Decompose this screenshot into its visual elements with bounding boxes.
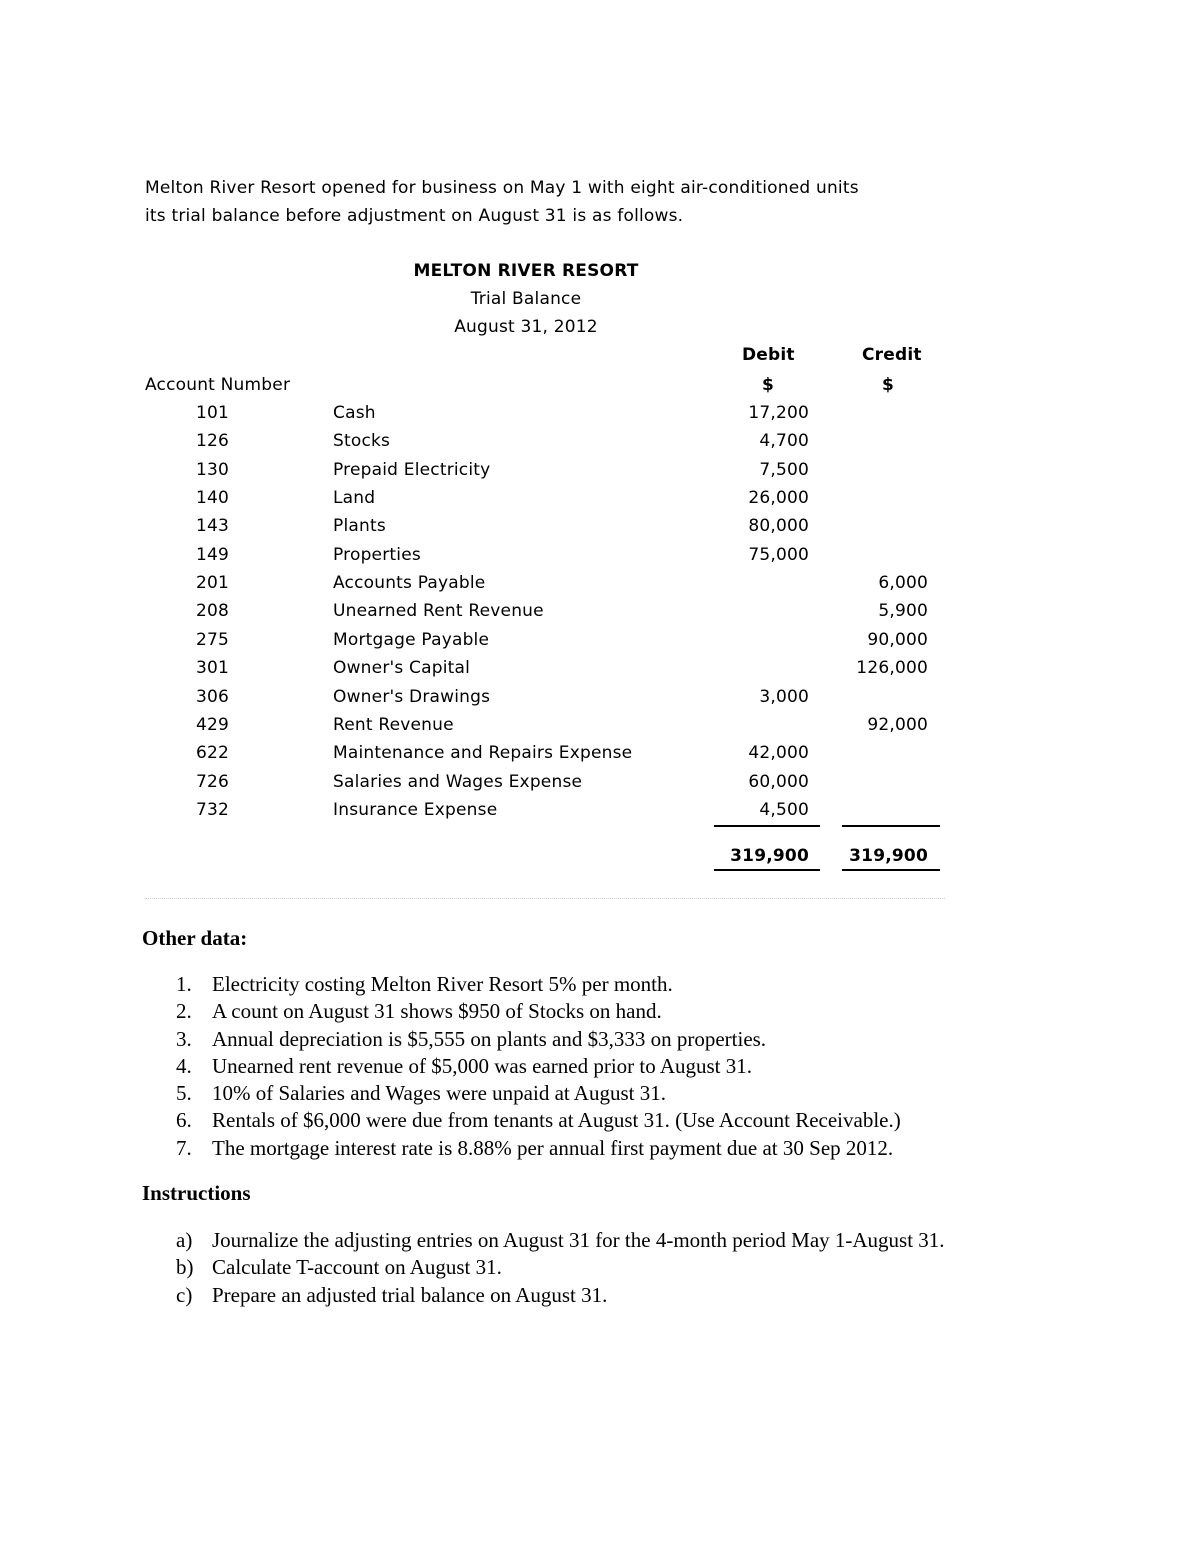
debit-column-header: Debit — [742, 345, 795, 365]
table-row — [0, 601, 1200, 629]
account-name: Mortgage Payable — [333, 629, 490, 650]
table-row — [0, 743, 1200, 771]
total-credit: 319,900 — [849, 846, 928, 866]
credit-amount: 5,900 — [878, 601, 928, 622]
debit-amount: 4,500 — [759, 799, 809, 820]
other-data-title: Other data: — [142, 926, 248, 950]
debit-amount: 17,200 — [748, 403, 809, 423]
account-name: Salaries and Wages Expense — [333, 771, 583, 792]
account-number: 149 — [196, 544, 230, 565]
account-name: Stocks — [333, 431, 391, 452]
account-number: 126 — [196, 431, 230, 452]
account-number: 429 — [196, 714, 230, 735]
instructions-title: Instructions — [142, 1181, 251, 1205]
debit-amount: 80,000 — [748, 516, 809, 537]
account-number: 140 — [196, 488, 230, 509]
table-row — [0, 715, 1200, 743]
account-name: Prepaid Electricity — [333, 459, 491, 480]
account-name: Owner's Capital — [333, 658, 471, 679]
account-number: 101 — [196, 403, 230, 423]
credit-subtotal-rule — [842, 825, 940, 827]
list-text: Rentals of $6,000 were due from tenants at August 31. (Use Account Receivable.) — [212, 1108, 901, 1133]
total-debit: 319,900 — [730, 846, 809, 866]
credit-amount: 90,000 — [867, 629, 928, 650]
list-marker: a) — [176, 1228, 193, 1252]
account-number: 306 — [196, 686, 230, 707]
company-name: MELTON RIVER RESORT — [413, 261, 639, 281]
account-number: 622 — [196, 743, 230, 764]
list-text: Prepare an adjusted trial balance on August 31. — [212, 1282, 608, 1307]
account-name: Accounts Payable — [333, 573, 486, 594]
divider — [145, 898, 945, 899]
table-row — [0, 687, 1200, 715]
table-row — [0, 545, 1200, 573]
debit-dollar-symbol: $ — [762, 375, 775, 395]
debit-amount: 60,000 — [748, 771, 809, 792]
table-row — [0, 488, 1200, 516]
table-row — [0, 403, 1200, 431]
list-text: A count on August 31 shows $950 of Stocks on hand. — [212, 999, 662, 1024]
account-name: Cash — [333, 403, 376, 423]
credit-dollar-symbol: $ — [882, 375, 895, 395]
statement-date: August 31, 2012 — [454, 317, 598, 337]
account-number: 275 — [196, 629, 230, 650]
account-number: 732 — [196, 799, 230, 820]
list-marker: 4. — [176, 1053, 192, 1078]
table-row — [0, 573, 1200, 601]
list-text: Electricity costing Melton River Resort 5% per month. — [212, 972, 673, 996]
intro-paragraph — [145, 174, 859, 230]
table-row — [0, 658, 1200, 686]
list-marker: c) — [176, 1282, 193, 1307]
list-text: Calculate T-account on August 31. — [212, 1255, 502, 1280]
account-name: Plants — [333, 516, 386, 537]
list-text: The mortgage interest rate is 8.88% per annual first payment due at 30 Sep 2012. — [212, 1135, 894, 1160]
account-name: Rent Revenue — [333, 714, 454, 735]
list-text: 10% of Salaries and Wages were unpaid at August 31. — [212, 1081, 666, 1106]
account-number-header: Account Number — [145, 375, 291, 395]
debit-subtotal-rule — [714, 825, 820, 827]
debit-amount: 42,000 — [748, 743, 809, 764]
account-name: Unearned Rent Revenue — [333, 601, 544, 622]
debit-total-double-rule — [714, 869, 820, 871]
list-text: Annual depreciation is $5,555 on plants and $3,333 on properties. — [212, 1026, 767, 1051]
account-name: Properties — [333, 544, 421, 565]
debit-amount: 4,700 — [759, 431, 809, 452]
account-name: Maintenance and Repairs Expense — [333, 743, 633, 764]
statement-title: Trial Balance — [470, 289, 582, 309]
intro-line-1: Melton River Resort opened for business on May 1 with eight air-conditioned units — [145, 178, 859, 198]
list-marker: b) — [176, 1255, 194, 1280]
totals-row — [0, 846, 1200, 874]
account-name: Land — [333, 488, 376, 509]
list-text: Unearned rent revenue of $5,000 was earned prior to August 31. — [212, 1053, 753, 1078]
account-number: 130 — [196, 459, 230, 480]
table-row — [0, 431, 1200, 459]
list-marker: 6. — [176, 1108, 192, 1133]
list-marker: 2. — [176, 999, 192, 1024]
account-number: 301 — [196, 658, 230, 679]
debit-amount: 7,500 — [759, 459, 809, 480]
account-name: Owner's Drawings — [333, 686, 491, 707]
intro-line-2: its trial balance before adjustment on August 31 is as follows. — [145, 206, 684, 226]
account-number: 208 — [196, 601, 230, 622]
credit-amount: 92,000 — [867, 714, 928, 735]
list-marker: 5. — [176, 1081, 192, 1106]
list-marker: 7. — [176, 1135, 192, 1160]
debit-amount: 3,000 — [759, 686, 809, 707]
list-text: Journalize the adjusting entries on August 31 for the 4-month period May 1-August 31. — [212, 1228, 945, 1252]
credit-amount: 126,000 — [856, 658, 928, 679]
credit-column-header: Credit — [862, 345, 922, 365]
table-row — [0, 800, 1200, 828]
table-row — [0, 516, 1200, 544]
table-row — [0, 460, 1200, 488]
table-row — [0, 772, 1200, 800]
table-row — [0, 630, 1200, 658]
credit-amount: 6,000 — [878, 573, 928, 594]
debit-amount: 75,000 — [748, 544, 809, 565]
account-number: 201 — [196, 573, 230, 594]
account-number: 143 — [196, 516, 230, 537]
list-marker: 3. — [176, 1026, 192, 1051]
list-marker: 1. — [176, 972, 192, 996]
account-number: 726 — [196, 771, 230, 792]
debit-amount: 26,000 — [748, 488, 809, 509]
account-name: Insurance Expense — [333, 799, 498, 820]
credit-total-double-rule — [842, 869, 940, 871]
